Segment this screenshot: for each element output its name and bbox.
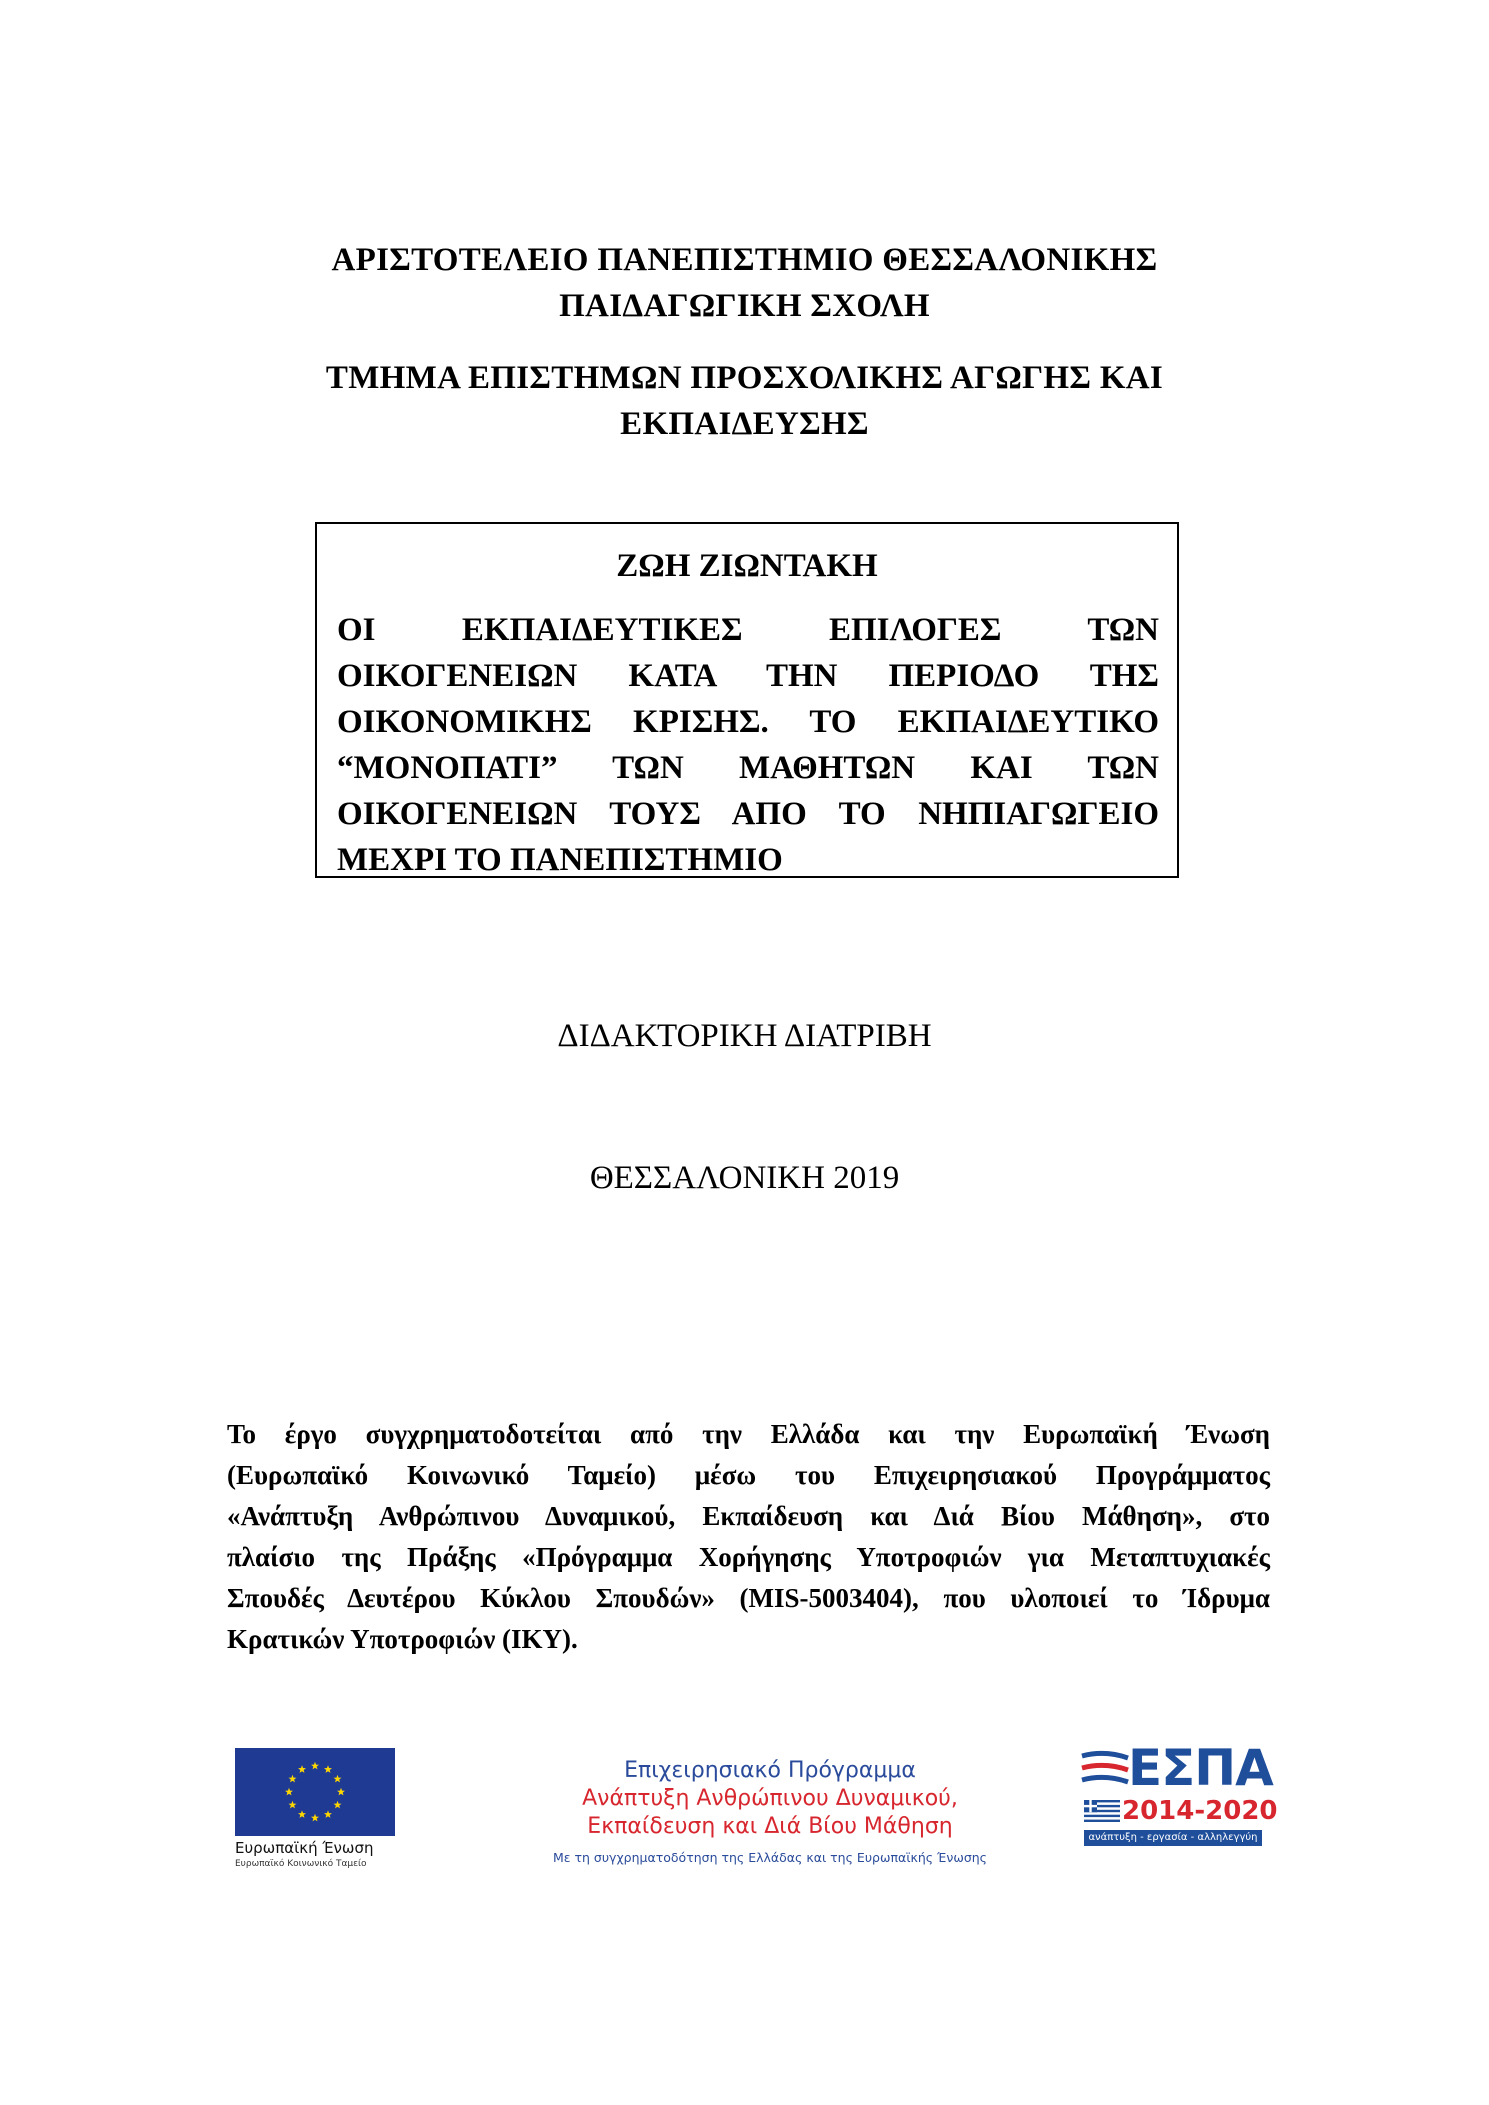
funding-line: πλαίσιο της Πράξης «Πρόγραμμα Χορήγησης Υποτροφιών για Μεταπτυχιακές xyxy=(227,1542,1270,1572)
operational-programme-logo xyxy=(520,1758,1020,1878)
espa-wordmark: ΕΣΠΑ xyxy=(1128,1739,1273,1797)
thesis-title-line: ΟΙΚΟΓΕΝΕΙΩΝ ΤΟΥΣ ΑΠΟ ΤΟ ΝΗΠΙΑΓΩΓΕΙΟ xyxy=(337,796,1159,832)
op-logo-line1: Επιχειρησιακό Πρόγραμμα xyxy=(624,1758,916,1783)
eu-flag-icon xyxy=(235,1748,395,1836)
place-and-year: ΘΕΣΣΑΛΟΝΙΚΗ 2019 xyxy=(589,1160,900,1196)
thesis-title-line: “ΜΟΝΟΠΑΤΙ” ΤΩΝ ΜΑΘΗΤΩΝ ΚΑΙ ΤΩΝ xyxy=(337,750,1159,786)
department-name-line1: ΤΜΗΜΑ ΕΠΙΣΤΗΜΩΝ ΠΡΟΣΧΟΛΙΚΗΣ ΑΓΩΓΗΣ ΚΑΙ xyxy=(325,360,1164,396)
espa-logo xyxy=(1080,1739,1278,1852)
author-name: ΖΩΗ ΖΙΩΝΤΑΚΗ xyxy=(616,548,878,584)
thesis-title-line: ΟΙΚΟΓΕΝΕΙΩΝ ΚΑΤΑ ΤΗΝ ΠΕΡΙΟΔΟ ΤΗΣ xyxy=(337,658,1159,694)
funding-line: Το έργο συγχρηματοδοτείται από την Ελλάδα και την Ευρωπαϊκή Ένωση xyxy=(227,1419,1270,1449)
thesis-title-line: ΜΕΧΡΙ ΤΟ ΠΑΝΕΠΙΣΤΗΜΙΟ xyxy=(337,842,783,878)
op-logo-line4: Με τη συγχρηματοδότηση της Ελλάδας και της Ευρωπαϊκής Ένωσης xyxy=(552,1850,988,1865)
thesis-title-line: ΟΙΚΟΝΟΜΙΚΗΣ ΚΡΙΣΗΣ. ΤΟ ΕΚΠΑΙΔΕΥΤΙΚΟ xyxy=(337,704,1159,740)
funding-line: (Ευρωπαϊκό Κοινωνικό Ταμείο) μέσω του Επιχειρησιακού Προγράμματος xyxy=(227,1460,1270,1490)
funding-line: «Ανάπτυξη Ανθρώπινου Δυναμικού, Εκπαίδευση και Διά Βίου Μάθηση», στο xyxy=(227,1501,1270,1531)
title-box xyxy=(315,522,1179,878)
greek-flag-icon xyxy=(1084,1800,1120,1822)
funding-line: Κρατικών Υποτροφιών (ΙΚΥ). xyxy=(227,1624,578,1654)
eu-logo-name: Ευρωπαϊκή Ένωση xyxy=(235,1839,374,1857)
espa-swoosh-icon xyxy=(1080,1748,1130,1794)
school-name: ΠΑΙΔΑΓΩΓΙΚΗ ΣΧΟΛΗ xyxy=(559,288,930,324)
department-name-line2: ΕΚΠΑΙΔΕΥΣΗΣ xyxy=(620,406,869,442)
espa-tagline: ανάπτυξη - εργασία - αλληλεγγύη xyxy=(1084,1830,1262,1846)
thesis-title-line: ΟΙ ΕΚΠΑΙΔΕΥΤΙΚΕΣ ΕΠΙΛΟΓΕΣ ΤΩΝ xyxy=(337,612,1159,648)
thesis-type: ΔΙΔΑΚΤΟΡΙΚΗ ΔΙΑΤΡΙΒΗ xyxy=(557,1018,932,1054)
university-name: ΑΡΙΣΤΟΤΕΛΕΙΟ ΠΑΝΕΠΙΣΤΗΜΙΟ ΘΕΣΣΑΛΟΝΙΚΗΣ xyxy=(331,242,1158,278)
espa-years: 2014-2020 xyxy=(1122,1796,1278,1826)
op-logo-line2: Ανάπτυξη Ανθρώπινου Δυναμικού, xyxy=(582,1786,958,1811)
funding-line: Σπουδές Δευτέρου Κύκλου Σπουδών» (MIS-5003404), που υλοποιεί το Ίδρυμα xyxy=(227,1583,1270,1613)
eu-logo xyxy=(235,1748,397,1878)
eu-logo-fund: Ευρωπαϊκό Κοινωνικό Ταμείο xyxy=(235,1859,367,1869)
op-logo-line3: Εκπαίδευση και Διά Βίου Μάθηση xyxy=(587,1814,953,1839)
